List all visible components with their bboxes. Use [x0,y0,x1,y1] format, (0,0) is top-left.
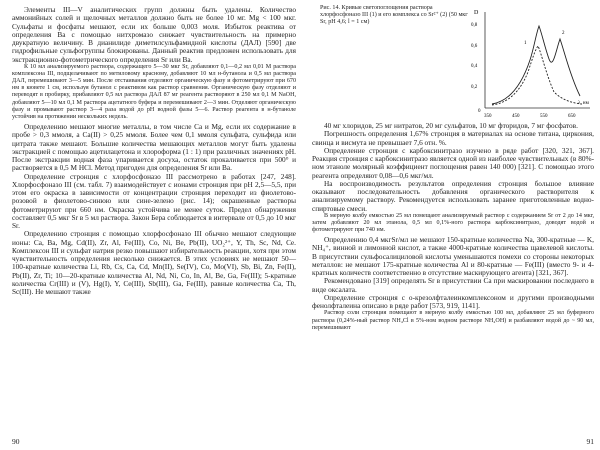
y-tick-label: 0 [478,109,481,114]
paragraph: 40 мг хлоридов, 25 мг нитратов, 20 мг сульфатов, 10 мг фторидов, 7 мг фосфатов. [324,121,578,130]
y-tick-label: 0,8 [471,23,478,28]
curve-reagent [492,46,582,105]
curve-label: 1 [524,41,527,46]
paragraph: Определению стронция с помощью хлорфосфоназо III обычно мешают следующие ионы: Са, Ва, Mg, Cd(II), Zr, Al, Fe(III), Co, Ni, Be, Pb(II), UO₂²⁺, Y, Th, Sc, Nd, Ce. Комплексон III и сульфат натрия резко повышают избирательность реакции, хотя при этом чувствительность определения несколько снижается. В этих условиях не мешают 50—100-кратные количества Li, Rb, Cs, Ca, Cd, Mn(II), Se(IV), Co, Mo(VI), Sb, Bi, Zn, Fe(II), Pb(II), Zr, Ti; 10—20-кратные количества Al, Nd, Ni, Co, In, Al, Be, Ga, Fe(III); 5-кратные количества Cr(III) и (V), Hg(I), Y, Ce(III), Sb(III), Ga, Fe(III), равные количества Са, Th, Sc(III). Не мешают также [12,229,296,296]
y-tick-label: 0,6 [471,44,478,49]
paragraph: Определению мешают многие металлы, в том числе Са и Mg, если их содержание в пробе > 0,3 ммоля, а Ca(II) > 0,25 ммоля. Более чем 0,1 ммоля сульфата, сульфида или цитрата также мешают. Большие количества мешающих металлов могут быть удалены экстракцией с помощью ацетилацетона и хлороформа (1 : 1) при различных значениях рН. После экстракции водная фаза упаривается досуха, остаток прокаливается при 500° и растворяется в 0,5 М HCl. Метод пригоден для определения Sr или Ва. [12,122,296,173]
y-tick-label: 0,2 [471,85,478,90]
paragraph: На воспроизводимость результатов определения стронция большое влияние оказывают последовательность добавления органического растворителя к анализируемому раствору. Рекомендуется использовать заранее приготовленные водно-спиртовые смеси. [312,178,594,213]
paragraph: Определению 0,4 мкгSr/мл не мешают 150-кратные количества Na, 300-кратные — K, NH₄⁺, винной и лимонной кислот, а также 4000-кратные количества щавелевой кислоты. В присутствии сульфосалициловой кислоты уменьшаются помехи со стороны некоторых металлов: не мешают 175-кратные количества Al и 80-кратные — Fe(III) (вместо 9- и 4-кратных количеств соответственно в отсутствие маскирующего агента) [321, 367]. [312,235,594,278]
x-tick-label: 550 [540,114,548,119]
paragraph: Определение стронция с хлорфосфоназо III рассмотрено в работах [247, 248]. Хлорфосфоназо III (см. табл. 7) взаимодействует с ионами стронция при рН 2,5—5,5, при этом его окраска в зависимости от концентрации стронция переходит из фиолетово-розовой в фиолетово-синюю или сине-зелено (рис. 14); окрашенные растворы фотометрируют при 660 нм. Окраска устойчива не менее суток. Предел обнаружения составляет 0,5 мкг Sr в 5 мл раствора. Закон Бера соблюдается в интервале от 0,5 до 10 мкг Sr. [12,171,296,230]
right-page-text [312,122,594,332]
x-tick-label: 650 [568,114,576,119]
paragraph: Элементы III—V аналитических групп должны быть удалены. Количество аммонийных солей и щелочных металлов должно быть не более 10 мг. Mg < 100 мкг. Сульфаты и фосфаты мешают, если их больше 0,003 моля. Избыток реактива от определения Ва с помощью нитхромазо снижает чувствительность на примерно двукратную величину. В дианилиде диметилсульфамидной кислоты (ДАЛ) [590] две гидрофильные сульфогруппы блокированы. Данный реактив предложен использовать для экстракционно-фотометрического определения Sr или Ва. [12,5,296,64]
x-tick-label: 350 [484,114,492,119]
y-tick-label: 0,4 [471,64,478,69]
paragraph: Определение стронция с о-крезолфталеинкомплексоном и другими производными фенолфталеина описано в ряде работ [573, 919, 1141]. [312,292,594,311]
y-axis-label: D [474,10,479,16]
figure-caption: Рис. 14. Кривые светопоглощения раствора хлорфосфоназо III (1) и его комплекса со Sr²⁺ (2) (50 мкг Sr, рН 4,6; l = 1 см) [320,5,468,26]
paragraph: В мерную колбу емкостью 25 мл помещают анализируемый раствор с содержанием Sr от 2 до 14 мкг, затем добавляют 20 мл этанола, 0,5 мл 0,1%-ного раствора карбоксинитразо, доводят водой и фотометрируют при 740 нм. [312,212,594,234]
x-axis-unit: λ, нм [578,101,589,106]
paragraph: Погрешность определения 1,67% стронция в материалах на основе титана, циркония, свинца и висмута не превышает 7,6 отн. %. [312,129,594,147]
right-page [300,0,600,450]
absorption-chart [470,4,595,122]
x-tick-label: 450 [512,114,520,119]
paragraph: Рекомендовано [319] определять Sr в присутствии Са при маскировании последнего в виде оксалата. [312,276,594,294]
curve-complex [492,26,580,104]
curve-label: 2 [562,31,565,36]
left-page-text [12,6,296,296]
page-number-left: 90 [12,437,20,446]
paragraph: К 10 мл анализируемого раствора, содержащего 5—30 мкг Sr, добавляют 0,1—0,2 мл 0,01 М раствора комплексона III, подщелачивают по метиловому красному, добавляют 10 мл н-бутанола и 0,5 мл раствора ДАЛ, перемешивают 3—5 мин. После отстаивания отделяют органическую фазу и фотометрируют при 670 нм в кювете 1 см, используя бутанол с реактивом как раствор сравнения. Органическую фазу отделяют и переводят в пробирку, прибавляют 0,5 мл раствора ДАЛ 87 мг реагента растворяют в 250 мл 0,1 М NaOH, добавляют 5—10 мл 0,1 М раствора ацетатного буфера и перемешивают 2—3 мин. Отделяют органическую фазу и промывают раствор 3—4 раза водой до рН водной фазы 5—6. Раствор реагента в н-бутаноле устойчив на протяжении нескольких недель. [12,63,296,120]
paragraph: Определение стронция с карбоксинитразо изучено в ряде работ [320, 321, 367]. Реакция стронция с карбоксинитразо является одной из наиболее чувствительных (в 80%-ном этаноле молярный коэффициент поглощения равен 140 000) [321]. С помощью этого реагента определяют 0,08—0,6 мкг/мл. [312,145,594,180]
page-number-right: 91 [586,437,594,446]
paragraph: Раствор соли стронция помещают в мерную колбу емкостью 100 мл, добавляют 25 мл буферного раствора (0,24%-ный раствор NH₄Cl в 5%-ном водном растворе NH₄OH) и разбавляют водой до ~ 90 мл, перемешивают [312,310,594,331]
